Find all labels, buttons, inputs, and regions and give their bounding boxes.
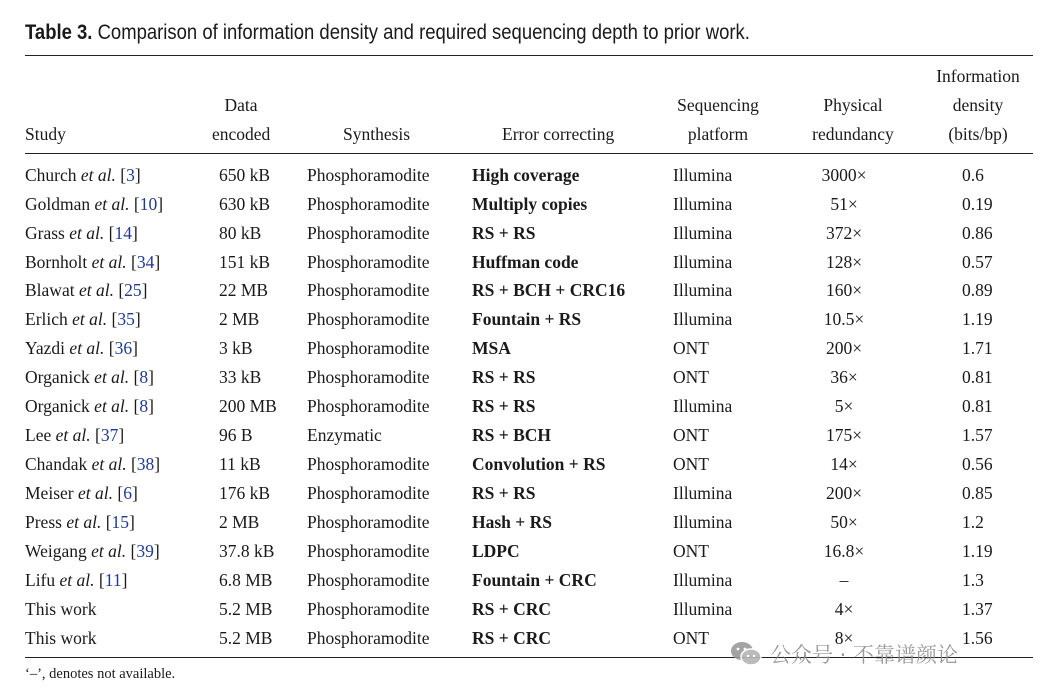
redundancy-cell: 3000×	[821, 165, 867, 185]
header-study: Study	[25, 124, 66, 144]
et-al: et al.	[78, 280, 114, 300]
data-encoded-cell: 5.2 MB	[219, 599, 273, 619]
author: Erlich	[25, 309, 68, 329]
header-sequencing-platform	[670, 91, 766, 149]
error-correcting-cell: RS + RS	[472, 483, 536, 503]
study-cell	[25, 537, 160, 566]
ref-open: [	[118, 280, 125, 300]
density-cell: 0.19	[962, 194, 993, 214]
error-correcting-cell: RS + RS	[472, 396, 536, 416]
density-cell: 1.19	[962, 309, 993, 329]
platform-cell: ONT	[673, 541, 709, 561]
error-correcting-cell: RS + CRC	[472, 599, 552, 619]
author: Press	[25, 512, 62, 532]
synthesis-cell: Phosphoramodite	[307, 223, 430, 243]
ref-close: ]	[134, 165, 141, 185]
table-row	[0, 219, 1059, 248]
citation-link[interactable]: 39	[136, 541, 154, 561]
redundancy-cell: 128×	[825, 252, 863, 272]
author: Bornholt	[25, 252, 88, 272]
ref-close: ]	[131, 483, 138, 503]
density-cell: 0.86	[962, 223, 993, 243]
table-row	[0, 161, 1059, 190]
error-correcting-cell: RS + BCH + CRC16	[472, 280, 626, 300]
data-encoded-cell: 200 MB	[219, 396, 277, 416]
synthesis-cell: Phosphoramodite	[307, 628, 430, 648]
watermark-text: 公众号 · 不靠谱颜论	[770, 643, 959, 667]
table-row	[0, 421, 1059, 450]
citation-link[interactable]: 37	[100, 425, 119, 445]
error-correcting-cell: RS + RS	[472, 367, 536, 387]
data-encoded-cell: 37.8 kB	[219, 541, 275, 561]
redundancy-cell: 160×	[825, 280, 863, 300]
ref-close: ]	[148, 367, 154, 387]
redundancy-cell: –	[839, 570, 849, 590]
redundancy-cell: 372×	[825, 223, 863, 243]
ref-open: [	[120, 165, 127, 185]
error-correcting-cell: Huffman code	[472, 252, 579, 272]
error-correcting-cell: High coverage	[472, 165, 580, 185]
platform-cell: Illumina	[673, 194, 733, 214]
redundancy-cell: 10.5×	[823, 309, 865, 329]
citation-link[interactable]: 8	[139, 367, 149, 387]
header-information-density	[928, 62, 1028, 149]
ref-open: [	[111, 309, 118, 329]
author: Organick	[25, 367, 90, 387]
redundancy-cell: 36×	[830, 367, 858, 387]
synthesis-cell: Phosphoramodite	[307, 599, 430, 619]
ref-open: [	[108, 338, 115, 358]
citation-link[interactable]: 6	[123, 483, 132, 503]
citation-link[interactable]: 10	[139, 194, 158, 214]
study-cell	[25, 190, 163, 219]
header-physical-redundancy-line2: redundancy	[812, 124, 894, 144]
density-cell: 0.57	[962, 252, 993, 272]
study-cell	[25, 334, 138, 363]
table-caption-text: Comparison of information density and required sequencing depth to prior work.	[92, 21, 750, 44]
author: Blawat	[25, 280, 75, 300]
header-synthesis: Synthesis	[343, 124, 411, 144]
author: Yazdi	[25, 338, 66, 358]
error-correcting-cell: RS + CRC	[472, 628, 552, 648]
data-encoded-cell: 5.2 MB	[219, 628, 273, 648]
synthesis-cell: Phosphoramodite	[307, 338, 430, 358]
platform-cell: ONT	[673, 367, 709, 387]
error-correcting-cell: MSA	[472, 338, 511, 358]
data-encoded-cell: 6.8 MB	[219, 570, 273, 590]
redundancy-cell: 14×	[830, 454, 858, 474]
author: Lifu	[25, 570, 56, 590]
et-al: et al.	[69, 223, 105, 243]
platform-cell: Illumina	[673, 223, 733, 243]
table-row	[0, 595, 1059, 624]
synthesis-cell: Phosphoramodite	[307, 367, 430, 387]
platform-cell: ONT	[673, 454, 709, 474]
ref-close: ]	[129, 512, 135, 532]
ref-open: [	[94, 425, 101, 445]
platform-cell: Illumina	[673, 512, 733, 532]
table-row	[0, 276, 1059, 305]
header-error-correcting: Error correcting	[502, 124, 615, 144]
header-information-density-line3: (bits/bp)	[948, 124, 1008, 144]
density-cell: 0.6	[962, 165, 984, 185]
platform-cell: Illumina	[673, 396, 733, 416]
ref-open: [	[108, 223, 115, 243]
et-al: et al.	[91, 454, 127, 474]
data-encoded-cell: 151 kB	[219, 252, 271, 272]
density-cell: 0.81	[962, 396, 993, 416]
synthesis-cell: Phosphoramodite	[307, 512, 430, 532]
error-correcting-cell: LDPC	[472, 541, 520, 561]
redundancy-cell: 200×	[825, 338, 863, 358]
header-physical-redundancy	[800, 91, 906, 149]
ref-close: ]	[121, 570, 128, 590]
table-caption	[25, 18, 914, 48]
data-encoded-cell: 176 kB	[219, 483, 271, 503]
table-footnote: ‘–’, denotes not available.	[25, 666, 176, 682]
platform-cell: Illumina	[673, 280, 733, 300]
synthesis-cell: Phosphoramodite	[307, 396, 430, 416]
et-al: et al.	[59, 570, 95, 590]
et-al: et al.	[94, 396, 130, 416]
data-encoded-cell: 630 kB	[219, 194, 271, 214]
table-row	[0, 305, 1059, 334]
study-cell: This work	[25, 599, 97, 619]
density-cell: 0.81	[962, 367, 993, 387]
ref-open: [	[133, 367, 140, 387]
author: Church	[25, 165, 77, 185]
ref-open: [	[133, 396, 140, 416]
author: Grass	[25, 223, 65, 243]
ref-close: ]	[154, 454, 161, 474]
ref-close: ]	[118, 425, 125, 445]
citation-link[interactable]: 34	[136, 252, 155, 272]
platform-cell: Illumina	[673, 599, 733, 619]
header-information-density-line1: Information	[936, 66, 1020, 86]
watermark	[730, 636, 958, 672]
table-row	[0, 392, 1059, 421]
data-encoded-cell: 22 MB	[219, 280, 269, 300]
ref-open: [	[105, 512, 112, 532]
study-cell	[25, 508, 135, 537]
synthesis-cell: Phosphoramodite	[307, 252, 430, 272]
wechat-icon	[730, 641, 762, 667]
author: Organick	[25, 396, 90, 416]
citation-link[interactable]: 38	[136, 454, 155, 474]
ref-close: ]	[154, 252, 161, 272]
synthesis-cell: Phosphoramodite	[307, 454, 430, 474]
error-correcting-cell: RS + BCH	[472, 425, 552, 445]
table-row	[0, 566, 1059, 595]
study-cell	[25, 305, 141, 334]
error-correcting-cell: RS + RS	[472, 223, 536, 243]
redundancy-cell: 16.8×	[823, 541, 865, 561]
table-row	[0, 508, 1059, 537]
synthesis-cell: Phosphoramodite	[307, 165, 430, 185]
density-cell: 1.37	[962, 599, 993, 619]
study-cell	[25, 479, 138, 508]
study-cell	[25, 248, 160, 277]
synthesis-cell: Phosphoramodite	[307, 309, 430, 329]
error-correcting-cell: Fountain + RS	[472, 309, 582, 329]
ref-close: ]	[157, 194, 164, 214]
et-al: et al.	[69, 338, 105, 358]
error-correcting-cell: Hash + RS	[472, 512, 552, 532]
et-al: et al.	[94, 367, 130, 387]
ref-open: [	[130, 252, 137, 272]
ref-open: [	[117, 483, 124, 503]
citation-link[interactable]: 35	[117, 309, 135, 329]
top-rule	[25, 55, 1033, 56]
header-sequencing-platform-line2: platform	[687, 124, 749, 144]
header-data-encoded-line2: encoded	[212, 124, 271, 144]
data-encoded-cell: 80 kB	[219, 223, 262, 243]
redundancy-cell: 200×	[825, 483, 863, 503]
citation-link[interactable]: 8	[139, 396, 149, 416]
ref-close: ]	[153, 541, 160, 561]
ref-close: ]	[131, 223, 138, 243]
study-cell	[25, 566, 127, 595]
redundancy-cell: 50×	[830, 512, 858, 532]
density-cell: 1.71	[962, 338, 993, 358]
data-encoded-cell: 96 B	[219, 425, 253, 445]
synthesis-cell: Phosphoramodite	[307, 280, 430, 300]
study-cell: This work	[25, 628, 97, 648]
synthesis-cell: Phosphoramodite	[307, 541, 430, 561]
citation-link[interactable]: 25	[124, 280, 142, 300]
data-encoded-cell: 11 kB	[219, 454, 261, 474]
ref-open: [	[133, 194, 140, 214]
header-data-encoded-line1: Data	[224, 95, 258, 115]
error-correcting-cell: Fountain + CRC	[472, 570, 597, 590]
author: Meiser	[25, 483, 74, 503]
error-correcting-cell: Convolution + RS	[472, 454, 606, 474]
et-al: et al.	[94, 194, 130, 214]
et-al: et al.	[72, 309, 108, 329]
density-cell: 0.85	[962, 483, 993, 503]
header-data-encoded	[212, 91, 270, 149]
ref-open: [	[130, 541, 137, 561]
platform-cell: Illumina	[673, 570, 733, 590]
citation-link[interactable]: 3	[126, 165, 135, 185]
citation-link[interactable]: 15	[111, 512, 130, 532]
ref-close: ]	[148, 396, 154, 416]
density-cell: 0.56	[962, 454, 993, 474]
et-al: et al.	[91, 541, 127, 561]
data-encoded-cell: 33 kB	[219, 367, 262, 387]
study-cell	[25, 392, 154, 421]
header-sequencing-platform-line1: Sequencing	[677, 95, 759, 115]
platform-cell: ONT	[673, 628, 709, 648]
et-al: et al.	[77, 483, 113, 503]
author: Chandak	[25, 454, 88, 474]
et-al: et al.	[80, 165, 116, 185]
study-cell	[25, 161, 141, 190]
density-cell: 1.19	[962, 541, 993, 561]
table-row	[0, 334, 1059, 363]
data-encoded-cell: 650 kB	[219, 165, 271, 185]
author: Goldman	[25, 194, 91, 214]
redundancy-cell: 175×	[825, 425, 863, 445]
platform-cell: ONT	[673, 425, 709, 445]
table-row	[0, 537, 1059, 566]
author: Weigang	[25, 541, 87, 561]
redundancy-cell: 4×	[834, 599, 854, 619]
data-encoded-cell: 2 MB	[219, 512, 260, 532]
data-encoded-cell: 3 kB	[219, 338, 253, 358]
study-cell	[25, 450, 160, 479]
et-al: et al.	[66, 512, 102, 532]
et-al: et al.	[91, 252, 127, 272]
platform-cell: ONT	[673, 338, 709, 358]
header-information-density-line2: density	[952, 95, 1004, 115]
ref-close: ]	[132, 338, 138, 358]
platform-cell: Illumina	[673, 309, 733, 329]
citation-link[interactable]: 11	[104, 570, 122, 590]
ref-close: ]	[141, 280, 148, 300]
ref-close: ]	[134, 309, 141, 329]
synthesis-cell: Phosphoramodite	[307, 194, 430, 214]
study-cell	[25, 421, 124, 450]
density-cell: 0.89	[962, 280, 993, 300]
table-label: Table 3.	[25, 21, 93, 44]
study-cell	[25, 276, 147, 305]
synthesis-cell: Phosphoramodite	[307, 570, 430, 590]
redundancy-cell: 5×	[834, 396, 854, 416]
redundancy-cell: 8×	[834, 628, 854, 648]
et-al: et al.	[55, 425, 91, 445]
table-row	[0, 479, 1059, 508]
redundancy-cell: 51×	[830, 194, 858, 214]
density-cell: 1.2	[962, 512, 984, 532]
table-row	[0, 363, 1059, 392]
density-cell: 1.56	[962, 628, 993, 648]
header-physical-redundancy-line1: Physical	[823, 95, 883, 115]
ref-open: [	[98, 570, 105, 590]
ref-open: [	[130, 454, 137, 474]
platform-cell: Illumina	[673, 483, 733, 503]
study-cell	[25, 219, 138, 248]
citation-link[interactable]: 36	[114, 338, 133, 358]
platform-cell: Illumina	[673, 165, 733, 185]
citation-link[interactable]: 14	[114, 223, 132, 243]
author: Lee	[25, 425, 52, 445]
table-row	[0, 190, 1059, 219]
density-cell: 1.3	[962, 570, 984, 590]
table-row	[0, 450, 1059, 479]
platform-cell: Illumina	[673, 252, 733, 272]
synthesis-cell: Phosphoramodite	[307, 483, 430, 503]
density-cell: 1.57	[962, 425, 993, 445]
error-correcting-cell: Multiply copies	[472, 194, 588, 214]
synthesis-cell: Enzymatic	[307, 425, 382, 445]
study-cell	[25, 363, 154, 392]
header-rule	[25, 153, 1033, 154]
table-row	[0, 248, 1059, 277]
data-encoded-cell: 2 MB	[219, 309, 260, 329]
